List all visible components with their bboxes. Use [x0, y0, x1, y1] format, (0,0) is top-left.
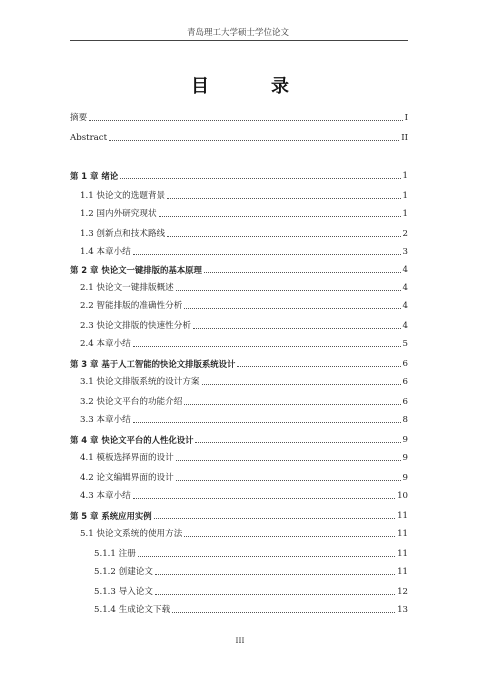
toc-entry[interactable] — [70, 564, 408, 578]
toc-chapter-entry[interactable] — [70, 168, 408, 182]
dot-leader — [133, 422, 401, 423]
toc-entry-page: 9 — [402, 453, 408, 463]
toc-chapter-entry[interactable] — [70, 508, 408, 522]
dot-leader — [138, 556, 395, 557]
toc-entry-page: 6 — [402, 377, 408, 387]
toc-entry-page: 2 — [402, 229, 408, 239]
toc-entry-label: 1.2 国内外研究现状 — [80, 209, 157, 219]
dot-leader — [154, 518, 395, 519]
toc-entry[interactable] — [70, 374, 408, 388]
toc-entry[interactable] — [70, 226, 408, 240]
dot-leader — [109, 140, 399, 141]
toc-entry-label: 第 5 章 系统应用实例 — [70, 511, 152, 521]
dot-leader — [195, 442, 400, 443]
toc-entry[interactable] — [70, 244, 408, 258]
dot-leader — [172, 612, 395, 613]
dot-leader — [184, 404, 400, 405]
toc-entry[interactable] — [70, 188, 408, 202]
toc-entry-label: 2.4 本章小结 — [80, 339, 131, 349]
toc-entry-page: 4 — [402, 301, 408, 311]
dot-leader — [184, 308, 400, 309]
toc-entry-page: I — [404, 113, 408, 123]
toc-entry[interactable] — [70, 394, 408, 408]
toc-entry-label: 第 3 章 基于人工智能的快论文排版系统设计 — [70, 359, 236, 369]
toc-entry[interactable] — [70, 412, 408, 426]
toc-entry-page: 11 — [397, 529, 408, 539]
dot-leader — [184, 536, 395, 537]
dot-leader — [204, 272, 401, 273]
toc-entry-label: 5.1.3 导入论文 — [94, 587, 153, 597]
toc-entry-page: 1 — [402, 191, 408, 201]
dot-leader — [155, 574, 395, 575]
dot-leader — [167, 198, 400, 199]
toc-entry-label: 4.3 本章小结 — [80, 491, 131, 501]
toc-entry-label: 4.1 模板选择界面的设计 — [80, 453, 174, 463]
toc-entry-page: 1 — [402, 171, 408, 181]
toc-entry[interactable] — [70, 336, 408, 350]
toc-entry-page: 11 — [397, 511, 408, 521]
dot-leader — [133, 254, 401, 255]
toc-entry-page: 4 — [402, 265, 408, 275]
toc-entry-label: 第 4 章 快论文平台的人性化设计 — [70, 435, 194, 445]
toc-entry-label: 3.3 本章小结 — [80, 415, 131, 425]
toc-entry[interactable] — [70, 298, 408, 312]
toc-entry-page: 11 — [397, 567, 408, 577]
toc-chapter-entry[interactable] — [70, 262, 408, 276]
toc-entry-page: 4 — [402, 283, 408, 293]
toc-entry-label: 1.1 快论文的选题背景 — [80, 191, 166, 201]
toc-entry-label: 2.3 快论文排版的快速性分析 — [80, 321, 191, 331]
toc-entry-page: 4 — [402, 321, 408, 331]
toc-entry[interactable] — [70, 584, 408, 598]
toc-entry[interactable] — [70, 602, 408, 616]
dot-leader — [155, 594, 395, 595]
toc-entry-label: 3.1 快论文排版系统的设计方案 — [80, 377, 200, 387]
dot-leader — [159, 216, 401, 217]
toc-entry[interactable] — [70, 130, 408, 144]
dot-leader — [133, 498, 395, 499]
toc-entry-label: 5.1.1 注册 — [94, 549, 136, 559]
dot-leader — [176, 460, 401, 461]
dot-leader — [120, 178, 400, 179]
toc-entry[interactable] — [70, 488, 408, 502]
toc-entry-label: 第 1 章 绪论 — [70, 171, 119, 181]
dot-leader — [176, 290, 401, 291]
dot-leader — [193, 328, 401, 329]
toc-entry[interactable] — [70, 318, 408, 332]
toc-entry-label: 4.2 论文编辑界面的设计 — [80, 473, 174, 483]
page-number: III — [235, 636, 245, 645]
toc-chapter-entry[interactable] — [70, 432, 408, 446]
toc-entry-page: 11 — [397, 549, 408, 559]
toc-entry-label: 摘要 — [70, 113, 88, 123]
dot-leader — [237, 366, 400, 367]
toc-entry[interactable] — [70, 450, 408, 464]
toc-entry-page: II — [401, 133, 408, 143]
toc-entry-label: Abstract — [70, 133, 108, 143]
dot-leader — [202, 384, 401, 385]
toc-entry-page: 5 — [402, 339, 408, 349]
toc-entry-label: 第 2 章 快论文一键排版的基本原理 — [70, 265, 202, 275]
toc-entry-page: 8 — [402, 415, 408, 425]
dot-leader — [167, 236, 400, 237]
toc-entry-page: 1 — [402, 209, 408, 219]
toc-entry-label: 2.2 智能排版的准确性分析 — [80, 301, 183, 311]
toc-entry-label: 1.3 创新点和技术路线 — [80, 229, 166, 239]
dot-leader — [89, 120, 402, 121]
toc-entry-page: 10 — [397, 491, 408, 501]
toc-entry-label: 5.1.2 创建论文 — [94, 567, 153, 577]
toc-entry[interactable] — [70, 470, 408, 484]
toc-entry[interactable] — [70, 546, 408, 560]
header-rule — [70, 40, 408, 41]
toc-entry-page: 13 — [397, 605, 408, 615]
dot-leader — [133, 346, 401, 347]
toc-entry-label: 2.1 快论文一键排版概述 — [80, 283, 174, 293]
toc-entry-label: 3.2 快论文平台的功能介绍 — [80, 397, 183, 407]
toc-entry-page: 3 — [402, 247, 408, 257]
toc-entry-page: 6 — [402, 397, 408, 407]
toc-entry-page: 9 — [402, 473, 408, 483]
toc-entry-page: 6 — [402, 359, 408, 369]
toc-entry-label: 1.4 本章小结 — [80, 247, 131, 257]
toc-title: 目 录 — [191, 76, 311, 97]
dot-leader — [176, 480, 401, 481]
toc-entry-page: 9 — [402, 435, 408, 445]
toc-chapter-entry[interactable] — [70, 356, 408, 370]
toc-entry[interactable] — [70, 526, 408, 540]
running-header: 青岛理工大学硕士学位论文 — [186, 28, 289, 38]
toc-entry-label: 5.1.4 生成论文下载 — [94, 605, 171, 615]
toc-entry-page: 12 — [397, 587, 408, 597]
toc-entry[interactable] — [70, 206, 408, 220]
toc-entry[interactable] — [70, 110, 408, 124]
toc-entry[interactable] — [70, 280, 408, 294]
toc-entry-label: 5.1 快论文系统的使用方法 — [80, 529, 183, 539]
